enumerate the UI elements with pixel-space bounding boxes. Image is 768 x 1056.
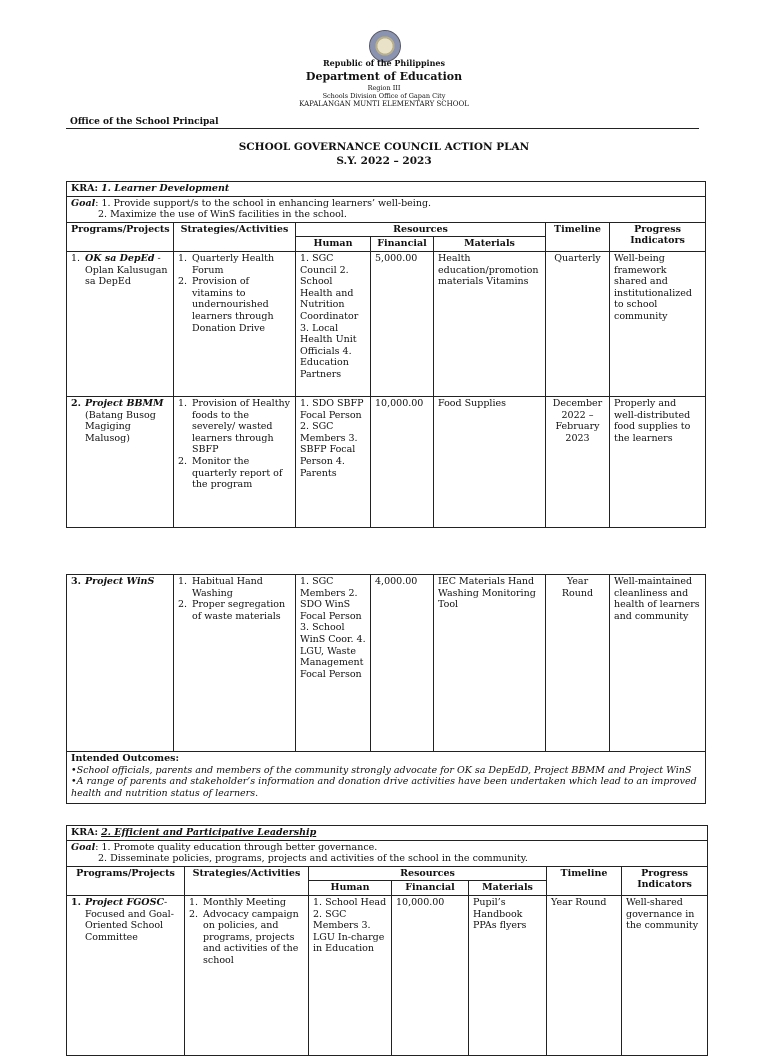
program-desc: (Batang Busog Magiging Malusog) [85, 409, 156, 444]
outcomes-label: Intended Outcomes: [71, 753, 179, 764]
kra2-name: 2. Efficient and Participative Leadership [101, 827, 317, 838]
school-year: S.Y. 2022 – 2023 [336, 155, 432, 167]
region-line: Region III [367, 84, 401, 92]
strategy-item: Provision of vitamins to undernourished learners through Donation Drive [192, 276, 274, 334]
financial-amount: 4,000.00 [371, 575, 434, 752]
program-title: Project FGOSC [85, 896, 165, 908]
strategy-item: Proper segregation of waste materials [192, 599, 286, 622]
materials: Health education/promotion materials Vitamins [434, 251, 546, 396]
col-resources: Resources [309, 866, 547, 881]
col-programs: Programs/Projects [67, 222, 174, 251]
col-timeline: Timeline [546, 222, 610, 251]
row-number: 1. [71, 896, 81, 908]
department-line: Department of Education [305, 70, 463, 83]
strategy-item: Quarterly Health Forum [192, 252, 275, 276]
timeline: Quarterly [546, 251, 610, 396]
financial-amount: 10,000.00 [392, 895, 469, 1055]
financial-amount: 5,000.00 [371, 251, 434, 396]
progress-indicator: Well-maintained cleanliness and health of learners and community [610, 575, 706, 752]
human-resources: 1. SDO SBFP Focal Person 2. SGC Members 3. SBFP Focal Person 4. Parents [296, 396, 371, 527]
row-number: 1. [71, 252, 81, 264]
col-human: Human [296, 237, 371, 252]
page-title: SCHOOL GOVERNANCE COUNCIL ACTION PLAN [238, 141, 530, 153]
kra1-goal-row [67, 196, 706, 222]
col-resources: Resources [296, 222, 546, 237]
kra1-table [66, 181, 706, 528]
kra2-goal-1: : 1. Promote quality education through better governance. [95, 841, 378, 853]
row-number: 3. [71, 576, 81, 587]
program-title: Project WinS [85, 576, 155, 587]
kra2-table [66, 825, 708, 1056]
materials: Pupil’s Handbook PPAs flyers [469, 895, 547, 1055]
strategy-item: Monitor the quarterly report of the program [192, 455, 283, 491]
strategy-item: Habitual Hand Washing [192, 576, 263, 599]
table-row: 2. Project BBMM (Batang Busog Magiging Malusog) 1. Provision of Healthy foods to the severely/ wasted learners through SBFP 2. Monitor the quarterly report of the program 1. SDO SBFP Focal Person 2. SGC Members 3. SBFP Focal Person 4. Parents 10,000.00 Food Supplies December 2022 – February 2023 Properly and well-distributed food supplies to the learners [67, 396, 706, 527]
kra2-goal-label: Goal [71, 841, 96, 853]
human-resources: 1. SGC Council 2. School Health and Nutrition Coordinator 3. Local Health Unit Officials 4. Education Partners [296, 251, 371, 396]
table-row: 1. OK sa DepEd - Oplan Kalusugan sa DepEd 1. Quarterly Health Forum 2. Provision of vitamins to undernourished learners through Donation Drive 1. SGC Council 2. School Health and Nutrition Coordinator 3. Local Health Unit Officials 4. Education Partners 5,000.00 Health education/promotion materials Vitamins Quarterly Well-being framework shared and institutionalized to school community [67, 251, 706, 396]
table-row: 1. Project FGOSC- Focused and Goal-Oriented School Committee 1. Monthly Meeting 2. Advocacy campaign on policies, and programs, projects and activities of the school 1. School Head 2. SGC Members 3. LGU In-charge in Education 10,000.00 Pupil’s Handbook PPAs flyers Year Round Well-shared governance in the community [67, 895, 708, 1055]
kra1-heading-row [67, 182, 706, 197]
header-divider [66, 128, 699, 129]
strategy-item: Monthly Meeting [203, 896, 286, 908]
materials: Food Supplies [434, 396, 546, 527]
program-desc: - Oplan Kalusugan sa DepEd [85, 252, 168, 288]
table-row: 3. Project WinS 1. Habitual Hand Washing 2. Proper segregation of waste materials 1. SGC Members 2. SDO WinS Focal Person 3. School WinS Coor. 4. LGU, Waste Management Focal Person 4,000.00 IEC Materials Hand Washing Monitoring Tool Year Round Well-maintained cleanliness and health of learners and community [67, 575, 706, 752]
school-line: KAPALANGAN MUNTI ELEMENTARY SCHOOL [299, 100, 469, 108]
col-strategies: Strategies/Activities [174, 222, 296, 251]
timeline: December 2022 – February 2023 [546, 396, 610, 527]
col-progress: Progress Indicators [622, 866, 708, 895]
timeline: Year Round [546, 575, 610, 752]
human-resources: 1. School Head 2. SGC Members 3. LGU In-charge in Education [309, 895, 392, 1055]
col-human: Human [309, 881, 392, 896]
kra2-label: KRA: [71, 827, 99, 838]
strategy-item: Advocacy campaign on policies, and programs, projects and activities of the school [203, 908, 299, 966]
strategy-item: Provision of Healthy foods to the severely/ wasted learners through SBFP [192, 397, 290, 456]
financial-amount: 10,000.00 [371, 396, 434, 527]
outcome-item: A range of parents and stakeholder’s information and donation drive activities have been undertaken which lead to an improved health and nutrition status of learners. [71, 776, 697, 799]
kra2-goal-row [67, 840, 708, 866]
col-financial: Financial [392, 881, 469, 896]
kra1-goal-1: : 1. Provide support/s to the school in enhancing learners’ well-being. [95, 197, 432, 209]
materials: IEC Materials Hand Washing Monitoring Tool [434, 575, 546, 752]
timeline: Year Round [547, 895, 622, 1055]
col-materials: Materials [434, 237, 546, 252]
row-number: 2. [71, 397, 81, 409]
republic-line: Republic of the Philippines [322, 58, 445, 68]
division-line: Schools Division Office of Gapan City [322, 92, 446, 100]
progress-indicator: Well-shared governance in the community [622, 895, 708, 1055]
program-desc: - Focused and Goal-Oriented School Committee [85, 896, 174, 943]
kra2-heading-row [67, 826, 708, 841]
col-programs: Programs/Projects [67, 866, 185, 895]
progress-indicator: Properly and well-distributed food supplies to the learners [610, 396, 706, 527]
col-strategies: Strategies/Activities [185, 866, 309, 895]
col-materials: Materials [469, 881, 547, 896]
kra1-continued-table [66, 574, 706, 804]
kra2-column-header [67, 866, 708, 881]
outcomes-row: Intended Outcomes: •School officials, parents and members of the community strongly advocate for OK sa DepEdD, Project BBMM and Project WinS •A range of parents and stakeholder’s information and donation drive activities have been undertaken which lead to an improved health and nutrition status of learners. [67, 752, 706, 804]
human-resources: 1. SGC Members 2. SDO WinS Focal Person 3. School WinS Coor. 4. LGU, Waste Management Focal Person [296, 575, 371, 752]
kra1-goal-2: 2. Maximize the use of WinS facilities in the school. [98, 209, 347, 221]
col-timeline: Timeline [547, 866, 622, 895]
col-progress: Progress Indicators [610, 222, 706, 251]
kra2-goal-2: 2. Disseminate policies, programs, projects and activities of the school in the community. [98, 853, 528, 865]
program-title: Project BBMM [85, 397, 164, 409]
kra1-goal-label: Goal [71, 197, 96, 209]
outcome-item: School officials, parents and members of the community strongly advocate for OK sa DepEdD, Project BBMM and Project WinS [76, 764, 692, 776]
program-title: OK sa DepEd [85, 252, 155, 264]
kra1-label: KRA: [71, 183, 99, 194]
col-financial: Financial [371, 237, 434, 252]
kra1-column-header [67, 222, 706, 237]
progress-indicator: Well-being framework shared and institutionalized to school community [610, 251, 706, 396]
kra1-name: 1. Learner Development [101, 183, 230, 194]
office-line: Office of the School Principal [70, 117, 219, 127]
